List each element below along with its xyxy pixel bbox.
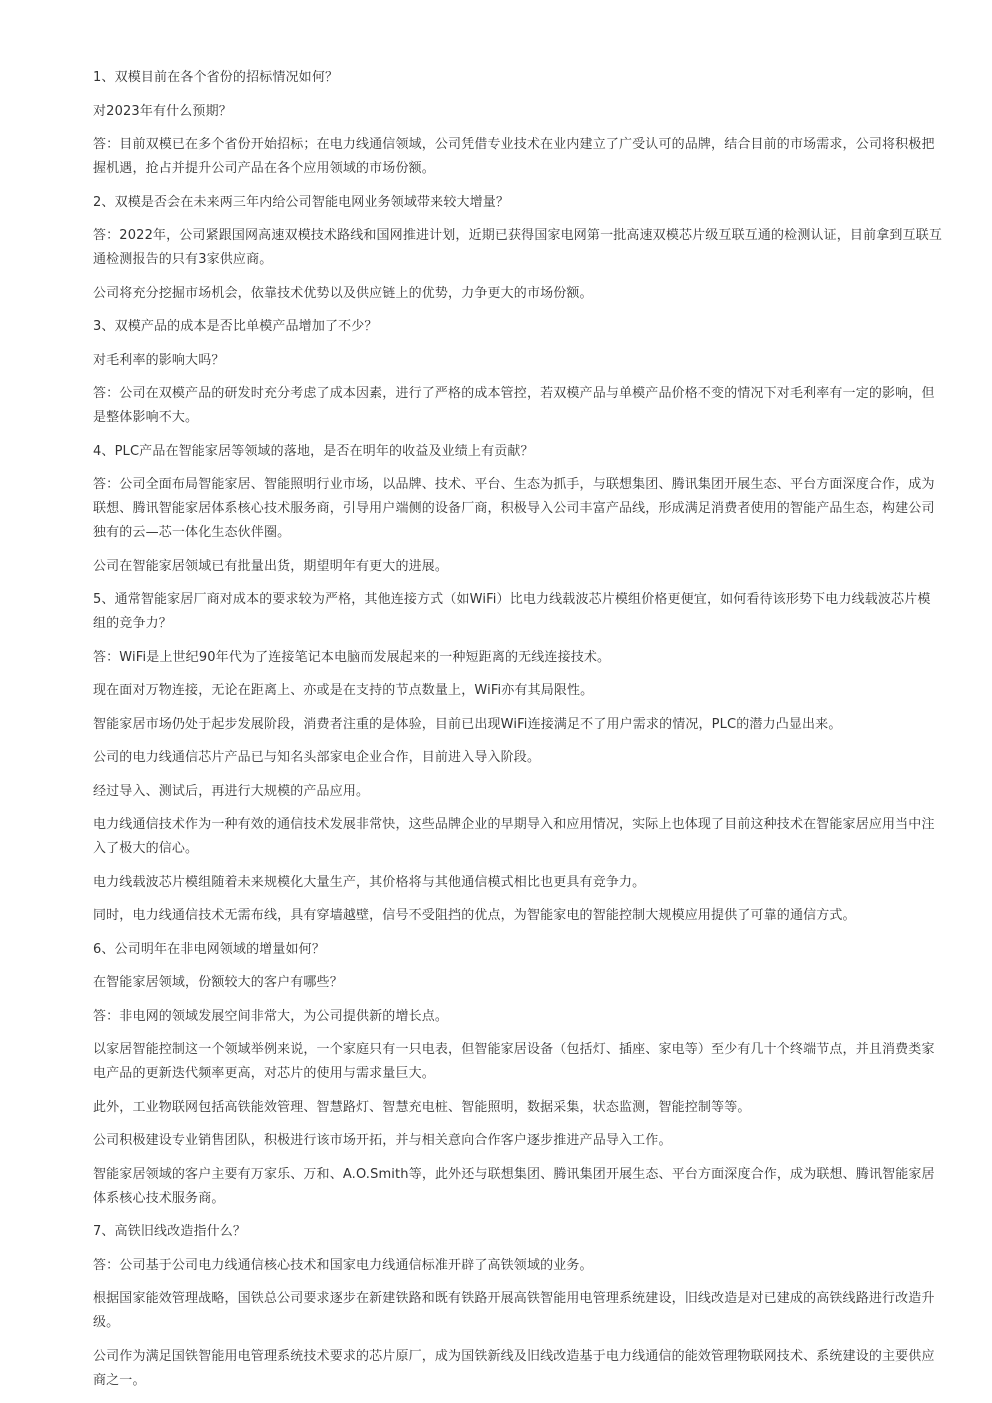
q3-question: 3、双模产品的成本是否比单模产品增加了不少？ <box>93 319 378 334</box>
q7-answer-cont-2: 公司作为满足国铁智能用电管理系统技术要求的芯片原厂，成为国铁新线及旧线改造基于电力线通信的能效管理物联网技术、系统建设的主要供应商之一。 <box>93 1348 935 1388</box>
q1-answer: 答：目前双模已在多个省份开始招标；在电力线通信领域，公司凭借专业技术在业内建立了广受认可的品牌，结合目前的市场需求，公司将积极把握机遇，抢占并提升公司产品在各个应用领域的市场份额。 <box>93 137 935 176</box>
q4-answer: 答：公司全面布局智能家居、智能照明行业市场，以品牌、技术、平台、生态为抓手，与联想集团、腾讯集团开展生态、平台方面深度合作，成为联想、腾讯智能家居体系核心技术服务商，引导用户端侧的设备厂商，积极导入公司丰富产品线，形成满足消费者使用的智能产品生态，构建公司独有的云—芯一体化生态伙伴圈。 <box>93 477 935 540</box>
q6-answer-cont-1: 以家居智能控制这一个领域举例来说，一个家庭只有一只电表，但智能家居设备（包括灯、插座、家电等）至少有几十个终端节点，并且消费类家电产品的更新迭代频率更高，对芯片的使用与需求量巨大。 <box>93 1042 935 1081</box>
q5-answer-cont-3: 公司的电力线通信芯片产品已与知名头部家电企业合作，目前进入导入阶段。 <box>93 750 541 765</box>
q5-answer-cont-4: 经过导入、测试后，再进行大规模的产品应用。 <box>93 783 370 799</box>
q1-question-followup: 对2023年有什么预期？ <box>93 103 232 119</box>
q6-answer-cont-3: 公司积极建设专业销售团队，积极进行该市场开拓，并与相关意向合作客户逐步推进产品导入工作。 <box>93 1133 672 1148</box>
q6-question-followup: 在智能家居领域，份额较大的客户有哪些？ <box>93 975 343 990</box>
q4-question: 4、PLC产品在智能家居等领域的落地，是否在明年的收益及业绩上有贡献？ <box>93 443 534 459</box>
q5-answer-cont-1: 现在面对万物连接，无论在距离上、亦或是在支持的节点数量上，WiFi亦有其局限性。 <box>93 683 594 698</box>
q6-answer: 答：非电网的领域发展空间非常大，为公司提供新的增长点。 <box>93 1008 449 1024</box>
q2-question: 2、双模是否会在未来两三年内给公司智能电网业务领域带来较大增量？ <box>93 194 510 210</box>
q3-answer: 答：公司在双模产品的研发时充分考虑了成本因素，进行了严格的成本管控，若双模产品与单模产品价格不变的情况下对毛利率有一定的影响，但是整体影响不大。 <box>93 386 935 425</box>
q5-answer-cont-5: 电力线通信技术作为一种有效的通信技术发展非常快，这些品牌企业的早期导入和应用情况，实际上也体现了目前这种技术在智能家居应用当中注入了极大的信心。 <box>93 817 935 856</box>
q7-question: 7、高铁旧线改造指什么？ <box>93 1224 247 1239</box>
q6-question: 6、公司明年在非电网领域的增量如何？ <box>93 941 325 957</box>
q5-answer-cont-6: 电力线载波芯片模组随着未来规模化大量生产，其价格将与其他通信模式相比也更具有竞争力。 <box>93 874 646 890</box>
q2-answer: 答：2022年，公司紧跟国网高速双模技术路线和国网推进计划，近期已获得国家电网第一批高速双模芯片级互联互通的检测认证，目前拿到互联互通检测报告的只有3家供应商。 <box>93 228 942 267</box>
q5-question: 5、通常智能家居厂商对成本的要求较为严格，其他连接方式（如WiFi）比电力线载波芯片模组价格更便宜，如何看待该形势下电力线载波芯片模组的竞争力？ <box>93 592 931 631</box>
document-body <box>93 66 943 1402</box>
q5-answer-cont-2: 智能家居市场仍处于起步发展阶段，消费者注重的是体验，目前已出现WiFi连接满足不了用户需求的情况，PLC的潜力凸显出来。 <box>93 716 842 732</box>
q2-answer-cont: 公司将充分挖掘市场机会，依靠技术优势以及供应链上的优势，力争更大的市场份额。 <box>93 285 593 301</box>
q6-answer-cont-4: 智能家居领域的客户主要有万家乐、万和、A.O.Smith等，此外还与联想集团、腾讯集团开展生态、平台方面深度合作，成为联想、腾讯智能家居体系核心技术服务商。 <box>93 1166 935 1206</box>
q3-question-followup: 对毛利率的影响大吗？ <box>93 352 225 368</box>
q5-answer-cont-7: 同时，电力线通信技术无需布线，具有穿墙越壁，信号不受阻挡的优点，为智能家电的智能控制大规模应用提供了可靠的通信方式。 <box>93 908 856 923</box>
q4-answer-cont: 公司在智能家居领域已有批量出货，期望明年有更大的进展。 <box>93 558 449 574</box>
q6-answer-cont-2: 此外，工业物联网包括高铁能效管理、智慧路灯、智慧充电桩、智能照明，数据采集，状态监测，智能控制等等。 <box>93 1099 751 1115</box>
q1-question: 1、双模目前在各个省份的招标情况如何？ <box>93 70 339 85</box>
q7-answer-cont-1: 根据国家能效管理战略，国铁总公司要求逐步在新建铁路和既有铁路开展高铁智能用电管理系统建设，旧线改造是对已建成的高铁线路进行改造升级。 <box>93 1291 935 1330</box>
q5-answer: 答：WiFi是上世纪90年代为了连接笔记本电脑而发展起来的一种短距离的无线连接技术。 <box>93 649 611 665</box>
q7-answer: 答：公司基于公司电力线通信核心技术和国家电力线通信标准开辟了高铁领域的业务。 <box>93 1257 593 1273</box>
